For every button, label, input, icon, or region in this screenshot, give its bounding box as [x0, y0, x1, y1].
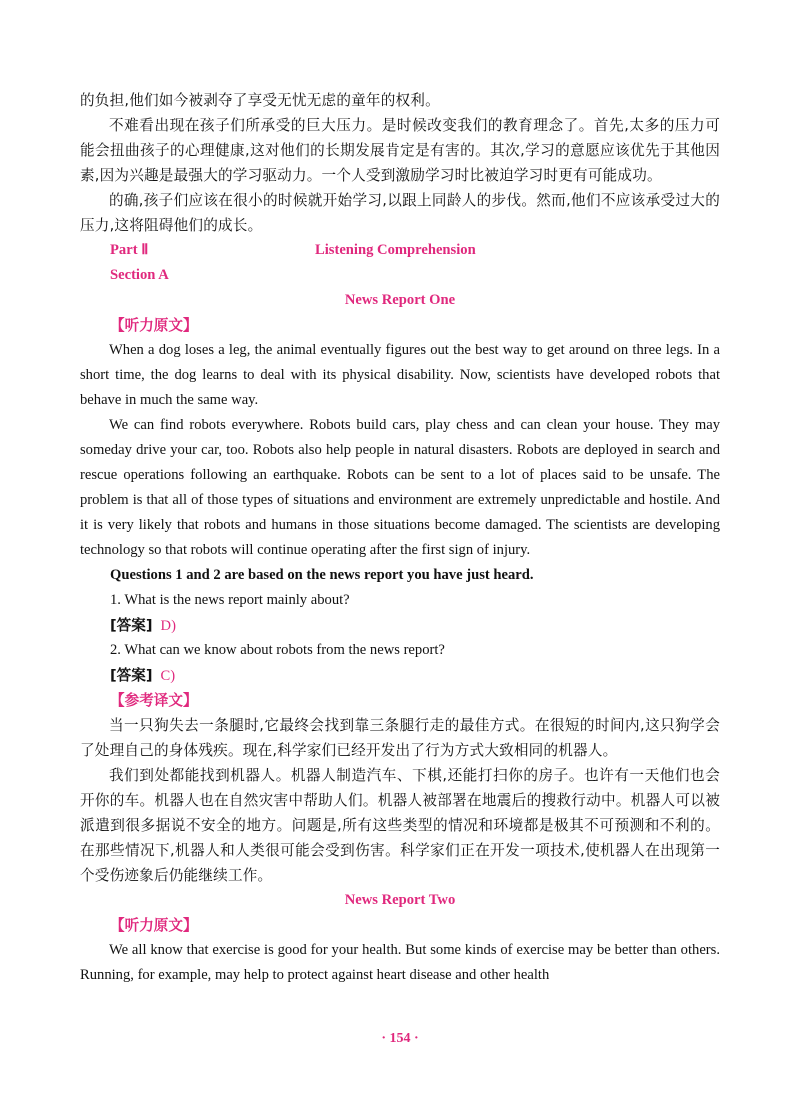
- translation-paragraph-1: 当一只狗失去一条腿时,它最终会找到靠三条腿行走的最佳方式。在很短的时间内,这只狗学会了处理自己的身体残疾。现在,科学家们已经开发出了行为方式大致相同的机器人。: [80, 717, 720, 759]
- zh-intro-paragraph-2: 不难看出现在孩子们所承受的巨大压力。是时候改变我们的教育理念了。首先,太多的压力可能会扭曲孩子的心理健康,这对他们的长期发展肯定是有害的。其次,学习的意愿应该优先于其他因素,因为兴趣是最强大的学习驱动力。一个人受到激励学习时比被迫学习时更有可能成功。: [80, 117, 720, 184]
- news-report-two-title: News Report Two: [344, 892, 456, 908]
- translation-label: 【参考译文】: [110, 692, 198, 709]
- questions-heading: Questions 1 and 2 are based on the news report you have just heard.: [110, 567, 534, 583]
- zh-intro-paragraph-3: 的确,孩子们应该在很小的时候就开始学习,以跟上同龄人的步伐。然而,他们不应该承受过大的压力,这将阻碍他们的成长。: [80, 192, 720, 234]
- part-label: Part Ⅱ: [110, 242, 149, 258]
- translation-paragraph-2: 我们到处都能找到机器人。机器人制造汽车、下棋,还能打扫你的房子。也许有一天他们也会开你的车。机器人也在自然灾害中帮助人们。机器人被部署在地震后的搜救行动中。机器人可以被派遣到很多据说不安全的地方。问题是,所有这些类型的情况和环境都是极其不可预测和不利的。在那些情况下,机器人和人类很可能会受到伤害。科学家们正在开发一项技术,使机器人在出现第一个受伤迹象后仍能继续工作。: [80, 767, 720, 884]
- page-content: [80, 88, 720, 988]
- answer-value: D): [160, 618, 176, 634]
- answer-2: [80, 663, 720, 688]
- part-title: Listening Comprehension: [315, 242, 476, 258]
- answer-value: C): [160, 668, 176, 684]
- report1-transcript-paragraph-1: When a dog loses a leg, the animal eventually figures out the best way to get around on three legs. In a short time, the dog learns to deal with its physical disability. Now, scientists have developed robots that behave in much the same way.: [80, 342, 720, 408]
- question-2: 2. What can we know about robots from the news report?: [110, 642, 445, 658]
- answer-1: [80, 613, 720, 638]
- report1-transcript-paragraph-2: We can find robots everywhere. Robots build cars, play chess and can clean your house. They may someday drive your car, too. Robots also help people in natural disasters. Robots are deployed in search and rescue operations following an earthquake. Robots can be sent to a lot of places said to be unsafe. The problem is that all of those types of situations and environment are extremely unpredictable and hostile. And it is very likely that robots and humans in those situations become damaged. The scientists are developing technology so that robots will continue operating after the first sign of injury.: [80, 417, 720, 558]
- transcript-label-1: 【听力原文】: [110, 317, 198, 334]
- answer-label: [答案]: [110, 667, 153, 684]
- zh-intro-paragraph-1: 的负担,他们如今被剥夺了享受无忧无虑的童年的权利。: [80, 92, 440, 109]
- report2-transcript-paragraph-1: We all know that exercise is good for your health. But some kinds of exercise may be better than others. Running, for example, may help to protect against heart disease and other health: [80, 942, 720, 983]
- page-number: · 154 ·: [381, 1031, 419, 1046]
- part-heading: [80, 238, 720, 263]
- transcript-label-2: 【听力原文】: [110, 917, 198, 934]
- answer-label: [答案]: [110, 617, 153, 634]
- news-report-one-title: News Report One: [344, 292, 456, 308]
- section-heading: Section A: [110, 267, 169, 283]
- question-1: 1. What is the news report mainly about?: [110, 592, 350, 608]
